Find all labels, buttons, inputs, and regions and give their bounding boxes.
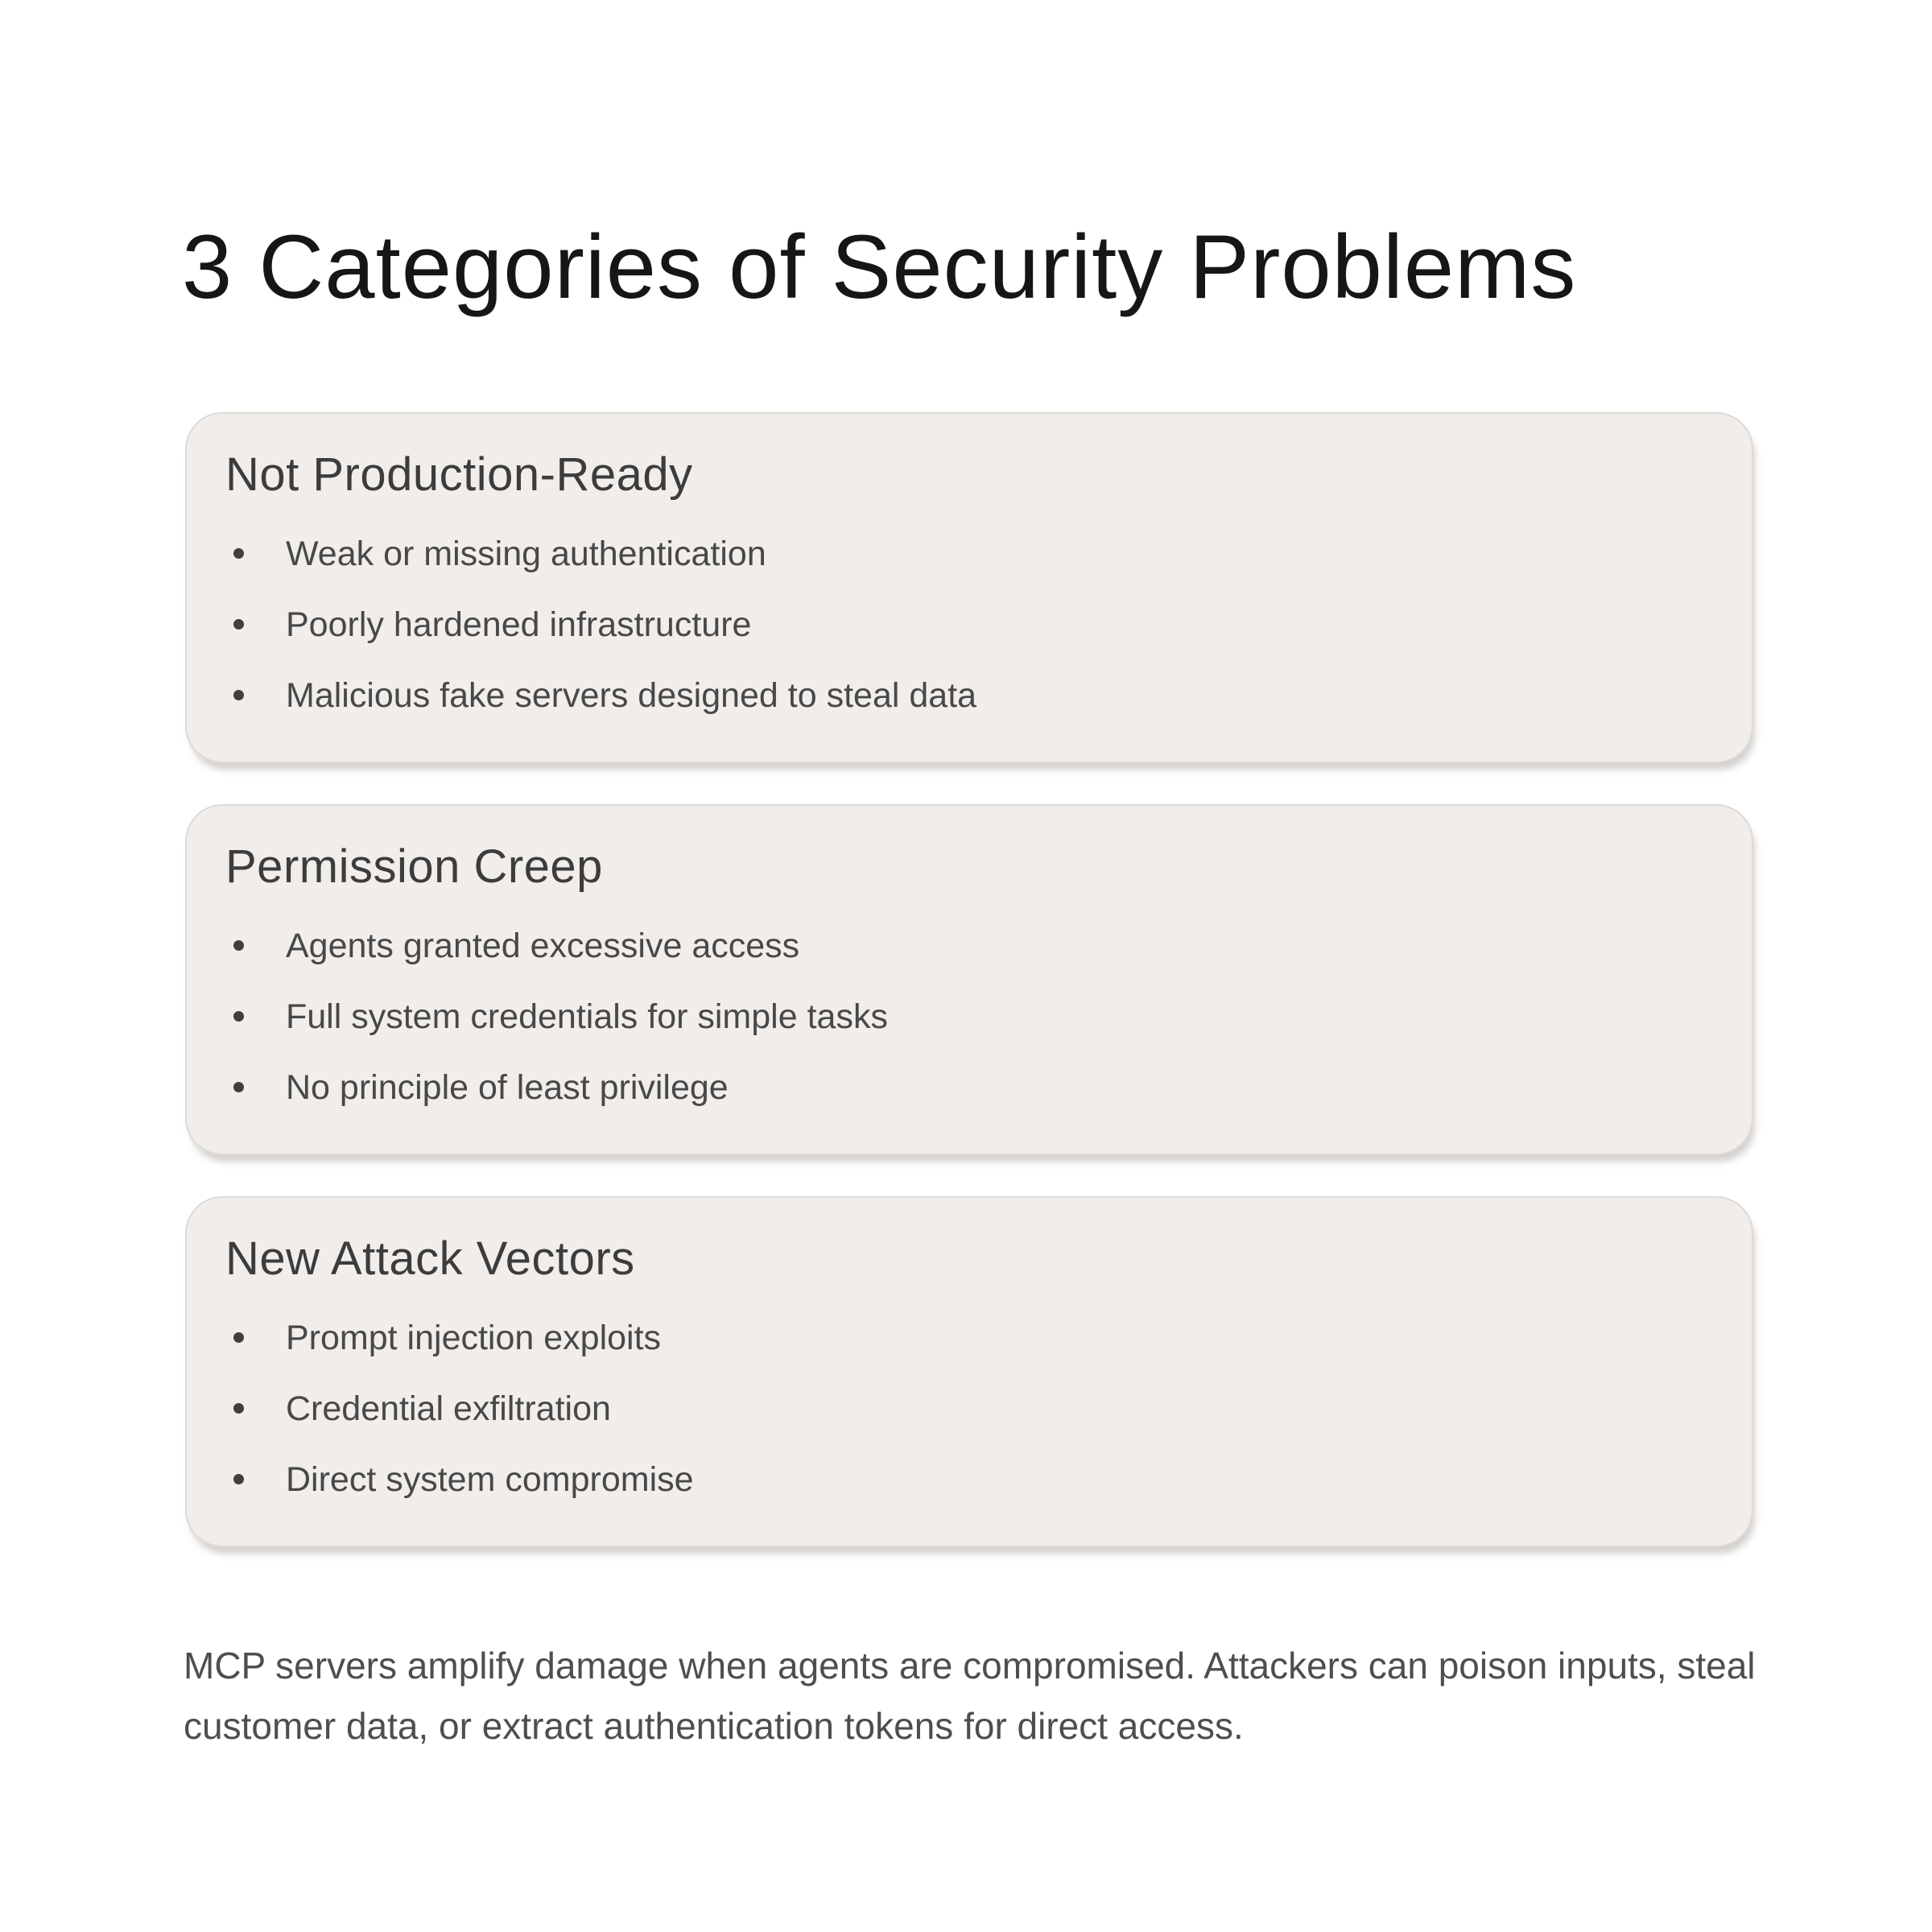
bullet-dot-icon xyxy=(233,690,244,700)
bullet-text: Full system credentials for simple tasks xyxy=(286,997,888,1036)
footer-line-2: customer data, or extract authentication tokens for direct access. xyxy=(184,1705,1244,1747)
bullet-dot-icon xyxy=(233,940,244,951)
bullet-dot-icon xyxy=(233,619,244,630)
bullet-text: Prompt injection exploits xyxy=(286,1319,662,1357)
bullet-dot-icon xyxy=(233,1474,244,1484)
card-new-attack-vectors xyxy=(185,1196,1753,1547)
bullet-dot-icon xyxy=(233,1011,244,1022)
card-bullet-list xyxy=(233,533,1752,716)
card-permission-creep xyxy=(185,804,1753,1155)
bullet-item xyxy=(233,996,1752,1038)
card-not-production-ready xyxy=(185,412,1753,763)
bullet-item xyxy=(233,1317,1752,1359)
bullet-item xyxy=(233,675,1752,716)
bullet-text: Poorly hardened infrastructure xyxy=(286,605,752,644)
bullet-dot-icon xyxy=(233,1403,244,1414)
bullet-text: No principle of least privilege xyxy=(286,1068,729,1107)
card-heading: Permission Creep xyxy=(225,840,603,893)
bullet-item xyxy=(233,604,1752,646)
bullet-dot-icon xyxy=(233,1332,244,1343)
bullet-item xyxy=(233,533,1752,575)
bullet-dot-icon xyxy=(233,1082,244,1092)
bullet-item xyxy=(233,1067,1752,1108)
bullet-text: Malicious fake servers designed to steal data xyxy=(286,676,977,715)
bullet-item xyxy=(233,1388,1752,1430)
bullet-dot-icon xyxy=(233,548,244,559)
card-heading: Not Production-Ready xyxy=(225,448,693,501)
bullet-item xyxy=(233,1459,1752,1501)
bullet-text: Direct system compromise xyxy=(286,1460,694,1499)
footer-line-1: MCP servers amplify damage when agents are compromised. Attackers can poison inputs, steal xyxy=(184,1645,1756,1686)
bullet-item xyxy=(233,925,1752,967)
footer-note xyxy=(184,1636,1756,1757)
card-bullet-list xyxy=(233,925,1752,1108)
bullet-text: Credential exfiltration xyxy=(286,1389,611,1428)
bullet-text: Weak or missing authentication xyxy=(286,535,766,573)
card-bullet-list xyxy=(233,1317,1752,1501)
bullet-text: Agents granted excessive access xyxy=(286,927,800,965)
page-title: 3 Categories of Security Problems xyxy=(182,217,1577,317)
card-heading: New Attack Vectors xyxy=(225,1232,635,1285)
